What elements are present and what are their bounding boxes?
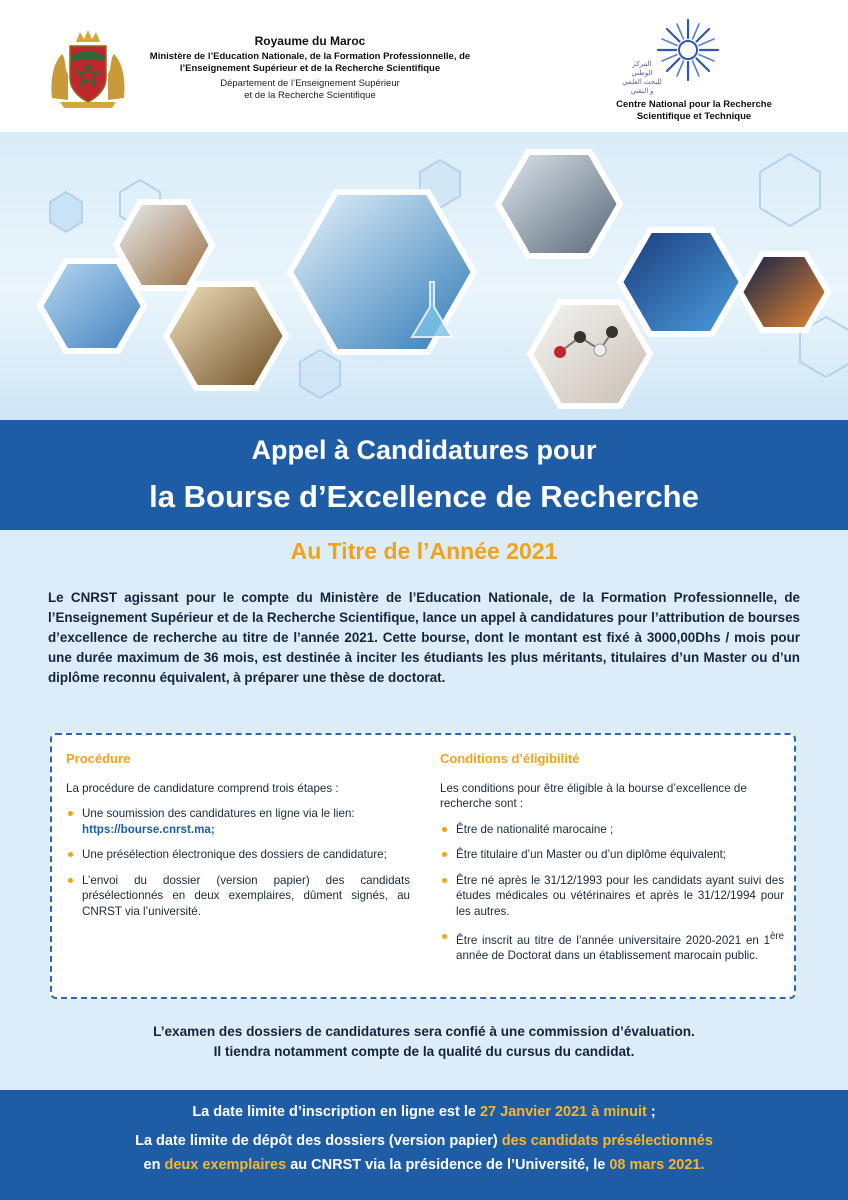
evaluation-note xyxy=(0,1022,848,1062)
procedure-list xyxy=(66,806,410,919)
subtitle-year: Au Titre de l’Année 2021 xyxy=(290,538,558,564)
cnrst-arabic-name: المركز الوطني للبحث العلمي و التقني xyxy=(622,61,662,95)
deadline-paper-via: au CNRST via la présidence de l’Université, le xyxy=(286,1157,610,1173)
condition-4-part-a: Être inscrit au titre de l’année universitaire 2020-2021 en 1 xyxy=(456,933,771,947)
cnrst-name xyxy=(604,99,784,123)
book-photo-hexagon xyxy=(166,284,286,388)
hexagon-banner xyxy=(0,132,848,420)
department-line-1: Département de l’Enseignement Supérieur xyxy=(220,78,400,89)
conditions-list xyxy=(440,822,784,964)
procedure-lead: La procédure de candidature comprend trois étapes : xyxy=(66,781,339,795)
deadline-online-date: 27 Janvier 2021 à minuit xyxy=(479,1104,647,1120)
deadline-online-text: La date limite d’inscription en ligne est le xyxy=(192,1104,480,1120)
header xyxy=(0,0,848,132)
cnrst-name-line-1: Centre National pour la Recherche xyxy=(616,99,772,110)
lab-photo-hexagon xyxy=(40,261,144,351)
coat-of-arms-icon xyxy=(46,28,130,110)
condition-3: Être né après le 31/12/1993 pour les candidats ayant suivi des études médicales ou vétérinaires et après le 31/12/1994 pour les autres. xyxy=(440,873,784,920)
cnrst-name-line-2: Scientifique et Technique xyxy=(636,111,752,122)
procedure-step-2: Une présélection électronique des dossiers de candidature; xyxy=(66,847,410,863)
tech-photo-hexagon xyxy=(740,254,828,330)
condition-1: Être de nationalité marocaine ; xyxy=(440,822,784,838)
robot-hand-photo-hexagon xyxy=(498,152,620,256)
deadline-online xyxy=(0,1104,848,1120)
deadline-paper-en: en xyxy=(143,1157,165,1173)
conditions-heading: Conditions d’éligibilité xyxy=(440,751,580,766)
deadline-paper-line-1 xyxy=(0,1133,848,1149)
deadline-paper-line-2 xyxy=(0,1157,848,1173)
intro-paragraph: Le CNRST agissant pour le compte du Ministère de l’Education Nationale, de la Formation Professionnelle, de l’Enseignement Supérieur et de la Recherche Scientifique, lance un appel à candidatures pour l’attribution de bourses d’excellence de recherche au titre de l’année 2021. Cette bourse, dont le montant est fixé à 3000,00Dhs / mois pour une durée maximum de 36 mois, est destinée à inciter les étudiants les plus méritants, titulaires d’un Master ou d’un diplôme reconnu équivalent, à préparer une thèse de doctorat. xyxy=(48,590,800,685)
condition-4-superscript: ère xyxy=(770,931,784,942)
conditions-column xyxy=(440,751,784,974)
procedure-column xyxy=(66,751,410,929)
microscope-photo-hexagon xyxy=(620,230,742,334)
procedure-step-3: L’envoi du dossier (version papier) des candidats présélectionnés en deux exemplaires, dûment signés, au CNRST via l’université. xyxy=(66,873,410,920)
condition-2: Être titulaire d’un Master ou d’un diplôme équivalent; xyxy=(440,847,784,863)
department-line-2: et de la Recherche Scientifique xyxy=(244,90,376,101)
title-line-1: Appel à Candidatures pour xyxy=(251,435,597,465)
evaluation-note-line-1: L’examen des dossiers de candidatures sera confié à une commission d’évaluation. xyxy=(153,1024,695,1039)
evaluation-note-line-2: Il tiendra notamment compte de la qualité du cursus du candidat. xyxy=(213,1044,635,1059)
deadline-paper-copies: deux exemplaires xyxy=(164,1157,287,1173)
deadline-online-end: ; xyxy=(646,1104,656,1120)
deadline-paper-text: La date limite de dépôt des dossiers (version papier) xyxy=(135,1133,502,1149)
deadline-paper-date: 08 mars 2021. xyxy=(609,1157,705,1173)
condition-4-part-b: année de Doctorat dans un établissement marocain public. xyxy=(456,949,759,963)
dna-photo-hexagon xyxy=(116,202,212,288)
details-box xyxy=(50,733,796,999)
procedure-step-1-text: Une soumission des candidatures en ligne via le lien: xyxy=(82,807,355,820)
molecule-photo-hexagon xyxy=(530,302,650,406)
condition-4 xyxy=(440,929,784,964)
ministry-block xyxy=(140,34,480,102)
conditions-lead: Les conditions pour être éligible à la bourse d’excellence de recherche sont : xyxy=(440,781,747,810)
procedure-step-1 xyxy=(66,806,410,837)
kingdom-name: Royaume du Maroc xyxy=(254,34,366,48)
title-line-2: la Bourse d’Excellence de Recherche xyxy=(149,479,699,514)
deadline-paper-candidates: des candidats présélectionnés xyxy=(501,1133,713,1149)
application-link[interactable]: https://bourse.cnrst.ma; xyxy=(82,822,215,836)
ministry-name: Ministère de l’Education Nationale, de la Formation Professionnelle, de l’Enseignement Supérieur et de la Recherche Scientifique xyxy=(149,51,471,74)
procedure-heading: Procédure xyxy=(66,751,131,766)
